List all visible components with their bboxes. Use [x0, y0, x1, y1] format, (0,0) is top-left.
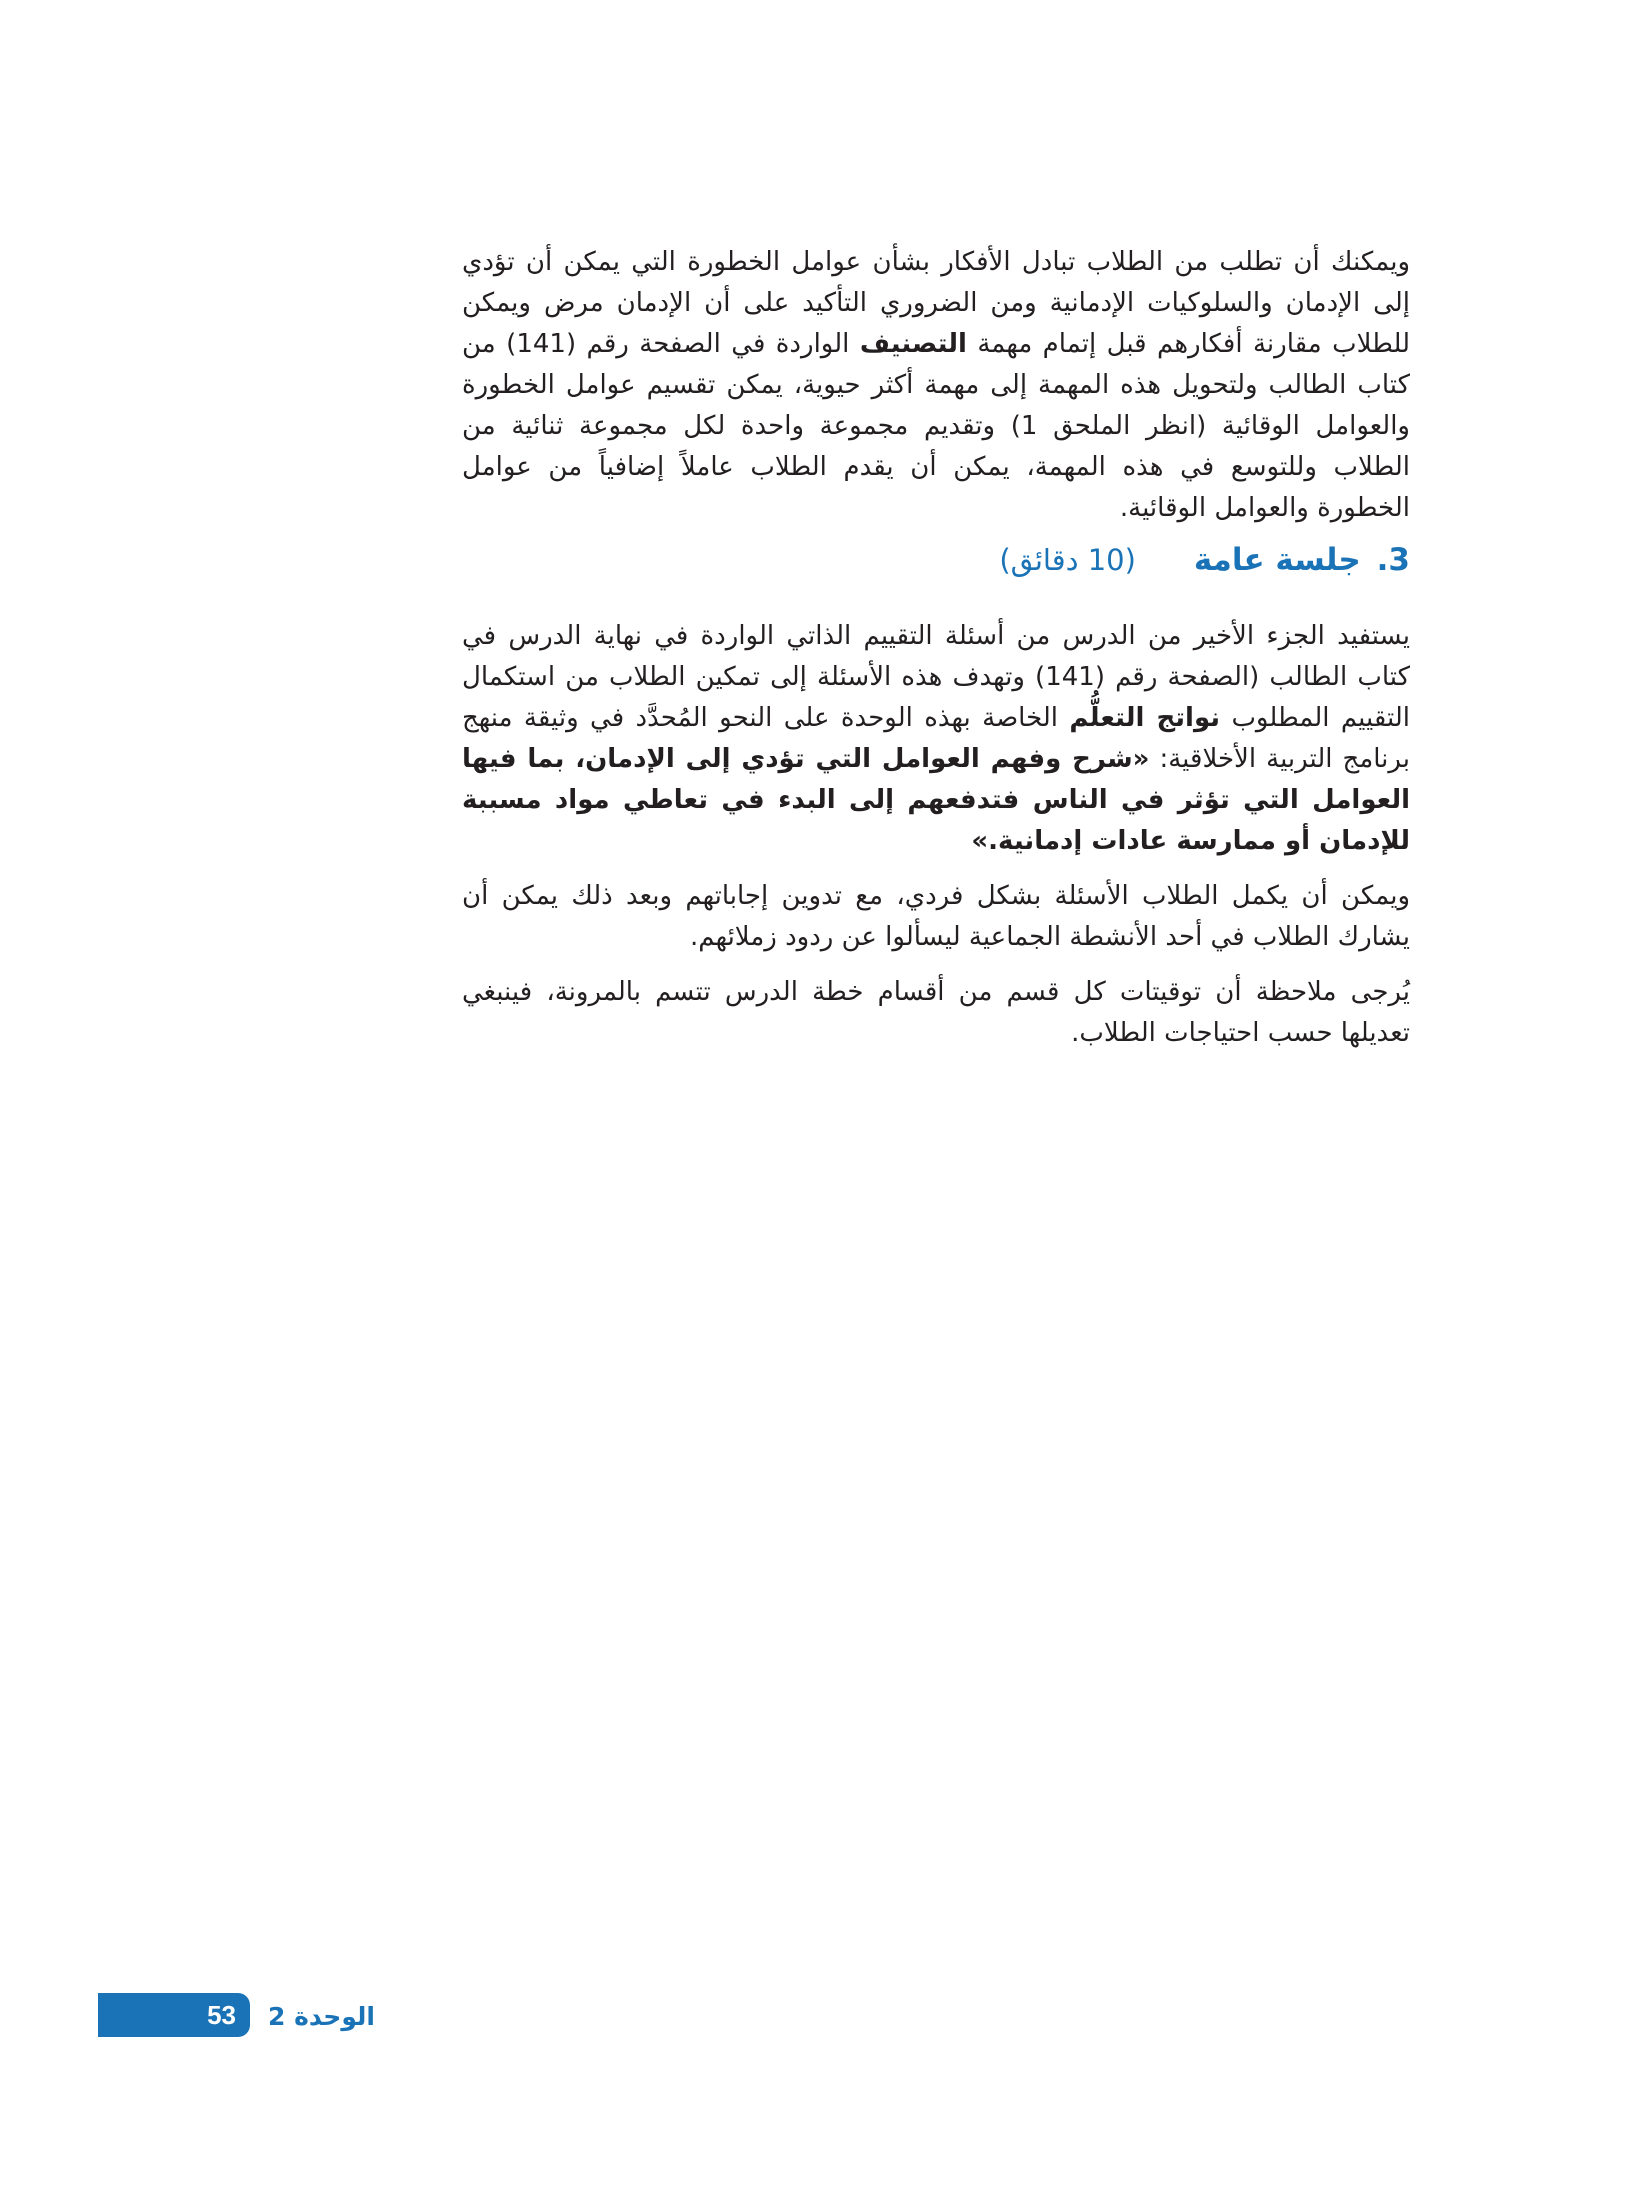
intro-section — [462, 242, 1410, 543]
session-paragraph-3: يُرجى ملاحظة أن توقيتات كل قسم من أقسام خطة الدرس تتسم بالمرونة، فينبغي تعديلها حسب احتياجات الطلاب. — [462, 977, 1410, 1048]
intro-text-part-1: ويمكنك أن تطلب من الطلاب تبادل الأفكار بشأن عوامل الخطورة التي يمكن أن تؤدي إلى الإدمان والسلوكيات الإدمانية ومن الضروري التأكيد على أن الإدمان مرض ويمكن للطلاب مقارنة أفكارهم قبل إتمام مهمة — [462, 247, 1410, 359]
section-heading — [462, 538, 1410, 582]
section-duration: (10 دقائق) — [999, 543, 1136, 577]
section-title: جلسة عامة — [1193, 542, 1361, 578]
session-text-part-1: يستفيد الجزء الأخير من الدرس من أسئلة التقييم الذاتي الواردة في نهاية الدرس في كتاب الطالب (الصفحة رقم (141) وتهدف هذه الأسئلة إلى تمكين الطلاب من استكمال التقييم المطلوب — [462, 621, 1411, 733]
session-text-part-2: الخاصة بهذه الوحدة على النحو المُحدَّد في وثيقة منهج برنامج التربية الأخلاقية: — [462, 703, 1410, 774]
learning-outcomes-term: نواتج التعلُّم — [1069, 703, 1221, 733]
section-number: 3. — [1376, 542, 1410, 578]
session-section — [462, 616, 1410, 1068]
curriculum-quote: «شرح وفهم العوامل التي تؤدي إلى الإدمان، بما فيها العوامل التي تؤثر في الناس فتدفعهم إلى البدء في تعاطي مواد مسببة للإدمان أو ممارسة عادات إدمانية.» — [462, 744, 1410, 856]
session-paragraph-1 — [462, 616, 1410, 862]
intro-bold-term: التصنيف — [859, 329, 967, 359]
footer-page-tab — [98, 1993, 250, 2037]
unit-label: الوحدة 2 — [268, 2002, 375, 2031]
intro-paragraph — [462, 242, 1410, 529]
intro-text-part-2: الواردة في الصفحة رقم (141) من كتاب الطالب ولتحويل هذه المهمة إلى مهمة أكثر حيوية، يمكن تقسيم عوامل الخطورة والعوامل الوقائية (انظر الملحق 1) وتقديم مجموعة واحدة لكل مجموعة ثنائية من الطلاب وللتوسع في هذه المهمة، يمكن أن يقدم الطلاب عاملاً إضافياً من عوامل الخطورة والعوامل الوقائية. — [462, 329, 1410, 523]
session-paragraph-2: ويمكن أن يكمل الطلاب الأسئلة بشكل فردي، مع تدوين إجاباتهم وبعد ذلك يمكن أن يشارك الطلاب في أحد الأنشطة الجماعية ليسألوا عن ردود زملائهم. — [462, 881, 1410, 952]
page-number: 53 — [207, 2000, 236, 2030]
